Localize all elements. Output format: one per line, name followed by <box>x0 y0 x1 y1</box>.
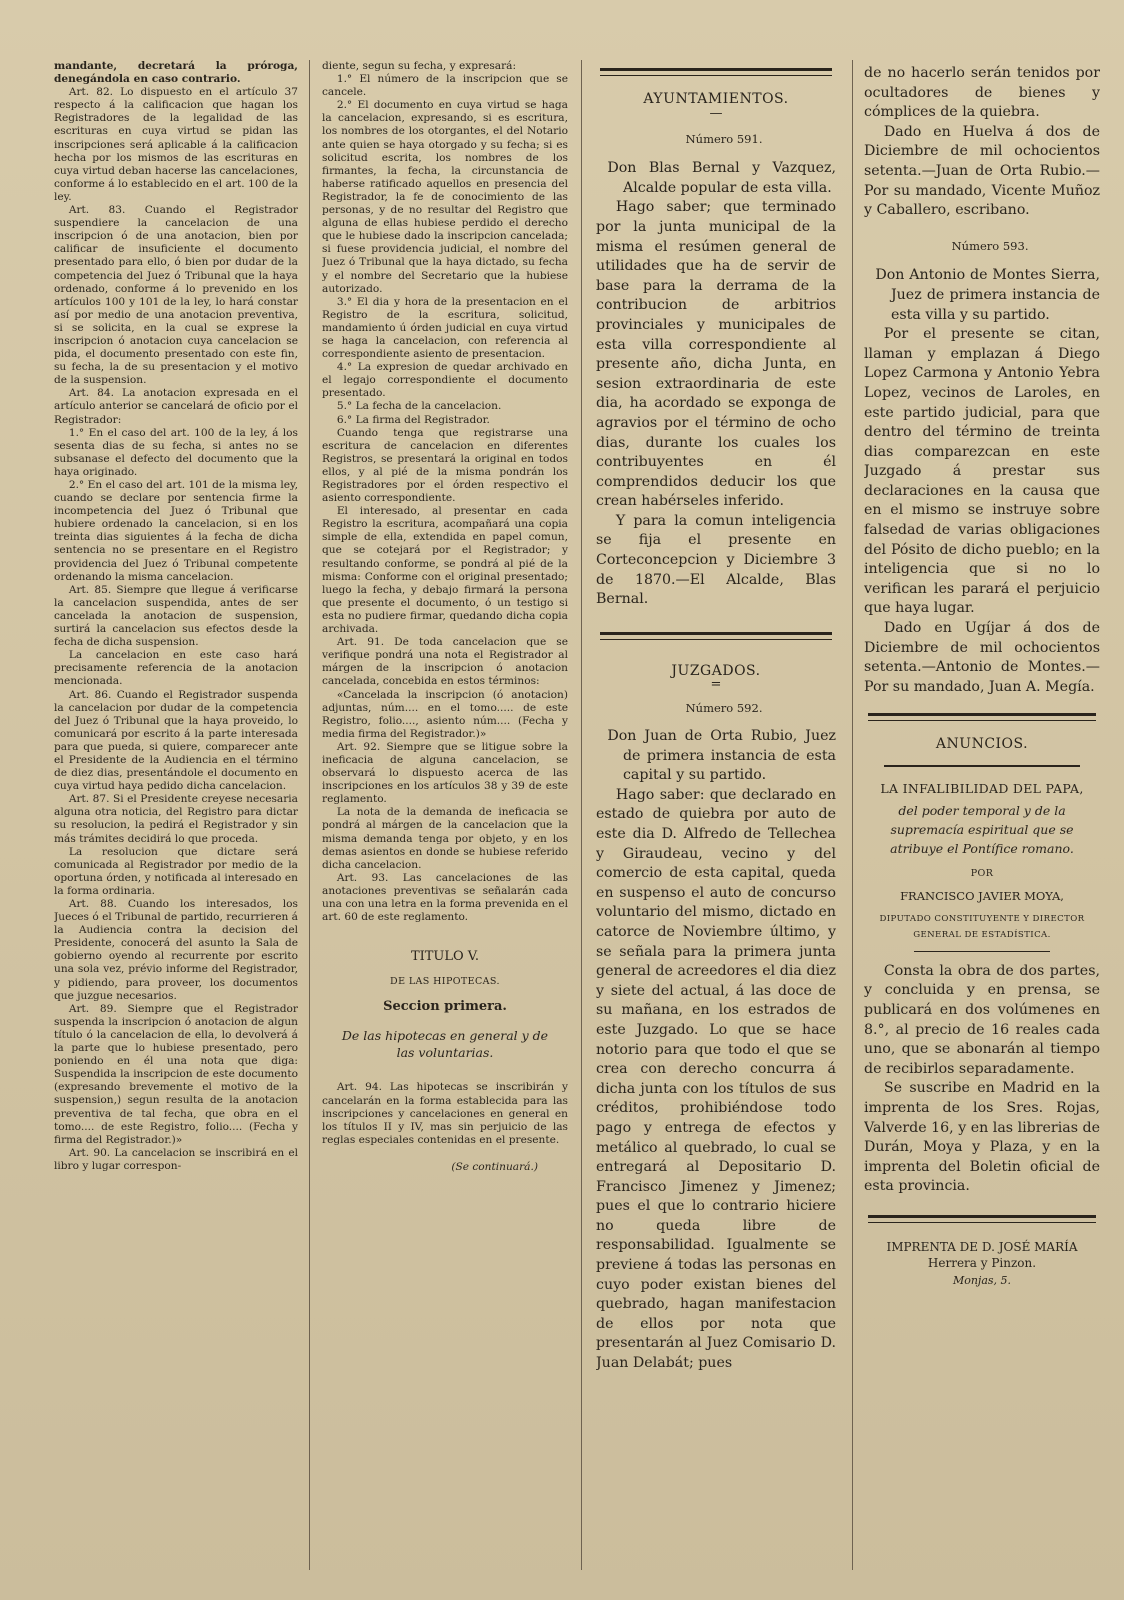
notice-592-continued: de no hacerlo serán tenidos por ocultadores de bienes y cómplices de la quiebra. <box>864 65 1100 121</box>
seccion-heading: Seccion primera. <box>383 999 507 1015</box>
notice-591-header: Don Blas Bernal y Vazquez, Alcalde popular de esta villa. <box>607 160 836 196</box>
ad-author-role: DIPUTADO CONSTITUYENTE Y DIRECTOR GENERAL DE ESTADÍSTICA. <box>879 913 1085 940</box>
section-rule <box>868 713 1096 721</box>
section-rule <box>868 1215 1096 1223</box>
article-82: Art. 82. Lo dispuesto en el artículo 37 respecto á la calificacion que hagan los Registradores de la legalidad de las escrituras en cuya virtud se pidan las inscripciones será aplicable á la calificacion hecha por los mismos de las escrituras en cuya virtud deban hacerse las cancelaciones, conforme á lo establecido en el art. 100 de la ley. <box>54 86 298 203</box>
notice-number-593: Número 593. <box>951 238 1029 253</box>
notice-591-body: Hago saber; que terminado por la junta municipal de la misma el resúmen general de utilidades que ha de servir de base para la derrama de la contribucion de arbitrios provinciales y municipales de esta villa correspondiente al presente año, dicha Junta, en sesion extraordinaria de este dia, ha acordado se exponga de agravios por el término de ocho dias, durante los cuales los contribuyentes en él comprendidos deducir los que crean habérseles inferido. <box>596 199 836 510</box>
list-item: 1.° El número de la inscripcion que se cancele. <box>322 73 568 99</box>
printer-address: Monjas, 5. <box>952 1273 1012 1287</box>
list-item: 3.° El dia y hora de la presentacion en el Registro de la escritura, solicitud, mandamiento ú órden judicial en cuya virtud se haga la cancelacion, con referencia al correspondiente asiento de presentacion. <box>322 295 568 361</box>
article-83: Art. 83. Cuando el Registrador suspendiere la cancelacion de una inscripcion ó de una anotacion, bien por calificar de insuficiente el documento presentado para ello, ó bien por dudar de la competencia del Juez ó Tribunal que la haya ordenado, conforme á lo prevenido en los artículos 100 y 101 de la ley, lo hará constar así por medio de una anotacion preventiva, si se solicita, en la cual se exprese la inscripcion ó anotacion cuya cancelacion se pida, el documento presentado con este fin, su fecha, la de su presentacion y el motivo de la suspension. <box>54 204 298 387</box>
article-85: Art. 85. Siempre que llegue á verificarse la cancelacion suspendida, antes de ser cancelada la anotacion de suspension, surtirá la cancelacion sus efectos desde la fecha de dicha suspension. <box>54 583 298 649</box>
seccion-subheading: De las hipotecas en general y de las voluntarias. <box>341 1028 549 1061</box>
ad-subscription: Se suscribe en Madrid en la imprenta de los Sres. Rojas, Valverde 16, y en las librerias de Durán, Moya y Plaza, y en la imprenta del Boletin oficial de esta provincia. <box>864 1080 1100 1195</box>
notice-591-closing: Y para la comun inteligencia se fija el presente en Corteconcepcion y Diciembre 3 de 1870.—El Alcalde, Blas Bernal. <box>596 512 836 608</box>
section-heading-ayuntamientos: AYUNTAMIENTOS. <box>643 91 789 107</box>
column-1-reglamento <box>54 60 298 1590</box>
notice-593-header: Don Antonio de Montes Sierra, Juez de primera instancia de esta villa y su partido. <box>875 267 1100 323</box>
article-93: Art. 93. Las cancelaciones de las anotaciones preventivas se señalarán cada una con una letra en la forma prevenida en el art. 60 de este reglamento. <box>322 871 568 924</box>
article-84-item-1: 1.° En el caso del art. 100 de la ley, á los sesenta dias de su fecha, si antes no se subsanase el defecto del documento que la haya originado. <box>54 426 298 478</box>
titulo-subheading: DE LAS HIPOTECAS. <box>390 976 500 988</box>
ad-book-subtitle: del poder temporal y de la supremacía espiritual que se atribuye el Pontífice romano. <box>890 802 1074 856</box>
notice-number-592: Número 592. <box>685 701 763 716</box>
column-2-reglamento <box>322 60 568 1590</box>
ad-body: Consta la obra de dos partes, y concluida y en prensa, se publicará en dos volúmenes en 8.°, al precio de 16 reales cada uno, que se abonarán al tiempo de recibirlos separadamente. <box>864 962 1100 1077</box>
heading-dash: = <box>710 677 722 693</box>
printer-imprint: IMPRENTA DE D. JOSÉ MARÍA Herrera y Pinzon. <box>886 1239 1078 1270</box>
paragraph: La resolucion que dictare será comunicada al Registrador por medio de la oportuna órden, y notificada al interesado en la forma ordinaria. <box>54 845 298 897</box>
notice-592-header: Don Juan de Orta Rubio, Juez de primera instancia de esta capital y su partido. <box>607 728 836 784</box>
paragraph: El interesado, al presentar en cada Registro la escritura, acompañará una copia simple de ella, extendida en papel comun, que se cotejará por el Registrador; y resultando conforme, se pondrá al pié de la misma: Conforme con el original presentado; luego la fecha, y debajo firmará la persona que presente el documento, ó un testigo si esta no pudiere firmar, quedando dicha copia archivada. <box>322 505 568 636</box>
ad-by: POR <box>970 867 994 879</box>
article-94: Art. 94. Las hipotecas se inscribirán y cancelarán en la forma establecida para las inscripciones y cancelaciones en general en los títulos II y IV, mas sin perjuicio de las reglas especiales contenidas en el presente. <box>322 1081 568 1146</box>
column-divider <box>309 60 310 1570</box>
quoted-formula: «Cancelada la inscripcion (ó anotacion) adjuntas, núm.... en el tomo..... de este Registro, folio...., asiento núm.... (Fecha y media firma del Registrador.)» <box>322 688 568 740</box>
article-84-item-2: 2.° En el caso del art. 101 de la misma ley, cuando se declare por sentencia firme la incompetencia del Juez ó Tribunal que hubiere ordenado la cancelacion, si en los treinta dias siguientes á la fecha de dicha sentencia no se presentare en el Registro providencia del Juez ó Tribunal competente ordenando la misma cancelacion. <box>54 479 298 583</box>
section-heading-juzgados: JUZGADOS. <box>671 662 761 679</box>
article-89: Art. 89. Siempre que el Registrador suspenda la inscripcion ó anotacion de algun título ó la cancelacion de ella, lo devolverá á la parte que lo hubiese presentado, pero poniendo en él una nota que diga: Suspendida la inscripcion de este documento (expresando brevemente el motivo de la suspension,) segun resulta de la anotacion preventiva de tal fecha, que obra en el tomo.... de este Registro, folio.... (Fecha y firma del Registrador.)» <box>54 1002 298 1146</box>
notice-593-body: Por el presente se citan, llaman y emplazan á Diego Lopez Carmona y Antonio Yebra Lopez, vecinos de Laroles, en este partido judicial, para que dentro del término de treinta dias comparezcan en este Juzgado á prestar sus declaraciones en la causa que en el mismo se instruye sobre falsedad de varias obligaciones del Pósito de dicho pueblo; en la inteligencia que si no lo verifican les parará el perjuicio que haya lugar. <box>864 326 1100 617</box>
article-90: Art. 90. La cancelacion se inscribirá en el libro y lugar correspon- <box>54 1146 298 1172</box>
list-item: 6.° La firma del Registrador. <box>336 413 490 426</box>
article-88: Art. 88. Cuando los interesados, los Jueces ó el Tribunal de partido, recurrieren á la Audiencia contra la decision del Presidente, conocerá del asunto la Sala de gobierno oyendo al recurrente por escrito una sola vez, prévio informe del Registrador, y pidiendo, para proveer, los documentos que juzgue necesarios. <box>54 898 298 1002</box>
column-divider <box>852 60 853 1570</box>
ad-author: FRANCISCO JAVIER MOYA, <box>900 889 1064 904</box>
section-rule <box>600 632 832 640</box>
continuation-note: (Se continuará.) <box>451 1160 538 1173</box>
notice-593-signature: Dado en Ugíjar á dos de Diciembre de mil ochocientos setenta.—Antonio de Montes.—Por su mandado, Juan A. Megía. <box>864 620 1100 695</box>
notice-592-signature: Dado en Huelva á dos de Diciembre de mil ochocientos setenta.—Juan de Orta Rubio.—Por su mandado, Vicente Muñoz y Caballero, escribano. <box>864 123 1100 219</box>
ad-book-title: LA INFALIBILIDAD DEL PAPA, <box>880 781 1084 796</box>
column-4-edictos-anuncios <box>864 64 1100 1594</box>
paragraph: La cancelacion en este caso hará precisamente referencia de la anotacion mencionada. <box>54 649 298 688</box>
paragraph: mandante, decretará la próroga, denegándola en caso contrario. <box>54 60 298 86</box>
list-item: 4.° La expresion de quedar archivado en el legajo correspondiente el documento presentado. <box>322 361 568 400</box>
paragraph: La nota de la demanda de ineficacia se pondrá al márgen de la cancelacion que la misma demanda tenga por objeto, y en los demas asientos en donde se hubiese referido dicha cancelacion. <box>322 806 568 871</box>
column-3-edictos <box>596 68 836 1588</box>
paragraph: diente, segun su fecha, y expresará: <box>322 60 517 72</box>
list-item: 5.° La fecha de la cancelacion. <box>336 400 502 413</box>
paragraph: Cuando tenga que registrarse una escritura de cancelacion en diferentes Registros, se presentará la original en todos ellos, y al pié de la misma pondrán los Registradores por el órden respectivo el asiento correspondiente. <box>322 426 568 505</box>
notice-number-591: Número 591. <box>685 131 763 146</box>
article-84: Art. 84. La anotacion expresada en el artículo anterior se cancelará de oficio por el Registrador: <box>54 387 298 426</box>
heading-dash: — <box>709 105 723 121</box>
article-86: Art. 86. Cuando el Registrador suspenda la cancelacion por dudar de la competencia del Juez ó Tribunal que la haya proveido, lo comunicará por escrito á la parte interesada para que pueda, si quiere, comparecer ante el Presidente de la Audiencia en el término de diez dias, presentándole el documento en cuya virtud haya pedido dicha cancelacion. <box>54 688 298 793</box>
article-91: Art. 91. De toda cancelacion que se verifique pondrá una nota el Registrador al márgen de la inscripcion ó anotacion cancelada, concebida en estos términos: <box>322 636 568 688</box>
article-87: Art. 87. Si el Presidente creyese necesaria alguna otra noticia, del Registro para dictar su resolucion, la pedirá el Registrador y sin más trámites decidirá lo que proceda. <box>54 793 298 845</box>
column-divider <box>581 60 582 1570</box>
notice-592-body: Hago saber: que declarado en estado de quiebra por auto de este dia D. Alfredo de Tellechea y Giraudeau, vecino y del comercio de esta capital, queda en suspenso el auto de concurso voluntario del mismo, dictado en catorce de Noviembre último, y se señala para la primera junta general de acreedores el dia diez y siete del actual, á las doce de su mañana, en los estrados de este Juzgado. Lo que se hace notorio para que todo el que se crea con derecho concurra á dicha junta con los títulos de sus créditos, prohibiéndose todo pago y entrega de efectos y metálico al quebrado, lo cual se entregará al Depositario D. Francisco Jimenez y Jimenez; pues el que lo contrario hiciere no queda libre de responsabilidad. Igualmente se previene á todas las personas en cuyo poder existan bienes del quebrado, hagan manifestacion de ellos por nota que presentarán al Juez Comisario D. Juan Delabát; pues <box>596 786 836 1372</box>
list-item: 2.° El documento en cuya virtud se haga la cancelacion, expresando, si es escritura, los nombres de los otorgantes, el del Notario ante quien se haya otorgado y su fecha; si es solicitud escrita, los nombres de los firmantes, la fecha, la circunstancia de haberse ratificado aquellos en presencia del Registrador, la fe de conocimiento de las personas, y de no resultar del Registro que alguna de ellas hubiese perdido el derecho que le hubiese dado la inscripcion cancelada; si fuese providencia judicial, el nombre del Juez ó Tribunal que la haya dictado, su fecha y el nombre del Secretario que la hubiese autorizado. <box>322 99 568 295</box>
section-heading-anuncios: ANUNCIOS. <box>935 736 1029 753</box>
section-rule <box>600 68 832 76</box>
titulo-heading: TITULO V. <box>410 949 480 965</box>
article-92: Art. 92. Siempre que se litigue sobre la ineficacia de alguna cancelacion, se observará lo dispuesto acerca de las inscripciones en los artículos 38 y 39 de este reglamento. <box>322 740 568 806</box>
